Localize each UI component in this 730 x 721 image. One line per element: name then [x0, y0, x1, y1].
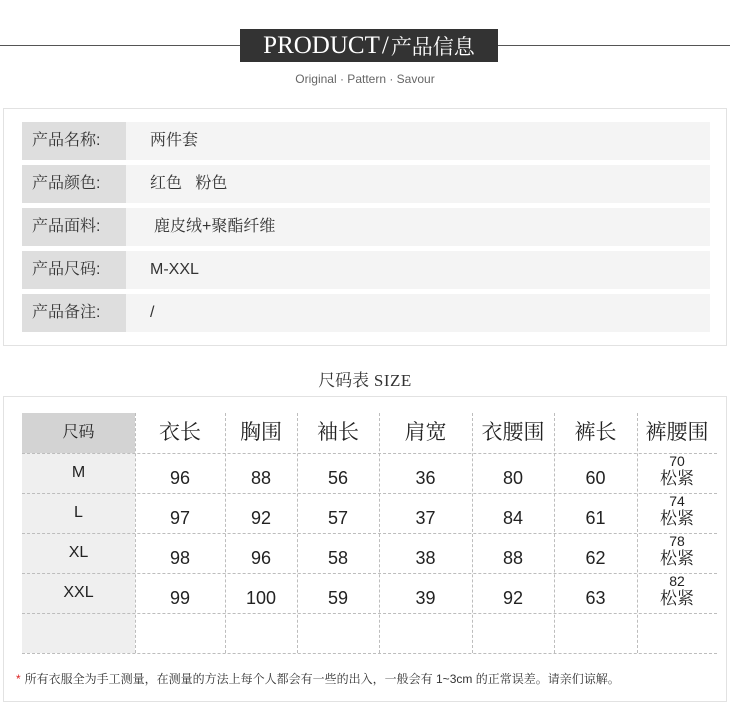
waist-note: 松紧 — [660, 549, 694, 568]
waist-value: 82 — [669, 573, 685, 589]
col-header-top-waist: 衣腰围 — [481, 421, 545, 444]
note-text: 所有衣服全为手工测量，在测量的方法上每个人都会有一些的出入，一般会有 1~3cm 的正常误差。请亲们谅解。 — [24, 672, 620, 686]
waist-note: 松紧 — [660, 469, 694, 488]
banner-title-cn: 产品信息 — [390, 35, 475, 59]
col-header-shoulder: 肩宽 — [404, 421, 447, 444]
size-title-cn: 尺码表 — [318, 371, 370, 390]
cell-l-chest: 92 — [250, 508, 272, 528]
cell-xl-pants-waist — [637, 533, 717, 573]
cell-m-pants-length: 60 — [585, 468, 606, 488]
cell-xl-length: 98 — [169, 548, 191, 568]
cell-l-top-waist: 84 — [502, 508, 524, 528]
size-chart-panel — [3, 396, 727, 702]
cell-m-top-waist: 80 — [502, 468, 524, 488]
size-header-cell: 尺码 — [22, 413, 135, 453]
info-label: 产品颜色: — [22, 165, 126, 203]
grid-line — [22, 653, 717, 654]
cell-l-pants-length: 61 — [585, 508, 606, 528]
grid-line — [22, 453, 717, 454]
info-value: M-XXL — [150, 261, 199, 278]
cell-m-chest: 88 — [250, 468, 272, 488]
banner-subtitle: Original · Pattern · Savour — [295, 72, 435, 86]
size-cell-xl: XL — [22, 533, 135, 573]
measurement-note — [16, 670, 620, 687]
size-cell-xxl: XXL — [22, 573, 135, 613]
size-chart-title — [0, 366, 730, 391]
cell-xl-shoulder: 38 — [415, 548, 436, 568]
info-label: 产品面料: — [22, 208, 126, 246]
banner-title-en: PRODUCT — [263, 31, 380, 59]
banner-slash: / — [381, 31, 389, 59]
col-header-pants-waist: 裤腰围 — [645, 421, 709, 444]
waist-note: 松紧 — [660, 509, 694, 528]
info-row-fabric — [22, 208, 710, 246]
info-row-remark — [22, 294, 710, 332]
grid-line — [22, 493, 717, 494]
cell-l-shoulder: 37 — [415, 508, 436, 528]
col-header-chest: 胸围 — [240, 421, 282, 444]
col-header-length: 衣长 — [159, 421, 201, 444]
product-info-banner — [240, 29, 498, 62]
cell-xxl-top-waist: 92 — [502, 588, 524, 608]
cell-l-length: 97 — [169, 508, 191, 528]
size-title-en: SIZE — [373, 371, 412, 390]
cell-xxl-length: 99 — [169, 588, 191, 608]
waist-value: 70 — [669, 453, 685, 469]
cell-xxl-sleeve: 59 — [327, 588, 349, 608]
cell-xxl-shoulder: 39 — [415, 588, 436, 608]
cell-xl-chest: 96 — [250, 548, 272, 568]
size-cell-l: L — [22, 493, 135, 533]
cell-xl-top-waist: 88 — [502, 548, 524, 568]
size-cell-m: M — [22, 453, 135, 493]
cell-l-sleeve: 57 — [327, 508, 349, 528]
cell-xl-pants-length: 62 — [585, 548, 606, 568]
info-label: 产品尺码: — [22, 251, 126, 289]
waist-note: 松紧 — [660, 589, 694, 608]
product-info-panel — [3, 108, 727, 346]
grid-line — [22, 613, 717, 614]
info-label: 产品备注: — [22, 294, 126, 332]
header-rule-left — [0, 45, 240, 46]
waist-value: 78 — [669, 533, 685, 549]
info-label: 产品名称: — [22, 122, 126, 160]
cell-m-pants-waist — [637, 453, 717, 493]
info-value: 鹿皮绒+聚酯纤维 — [154, 218, 276, 235]
info-value: / — [150, 304, 155, 321]
info-row-name — [22, 122, 710, 160]
header-rule-right — [498, 45, 730, 46]
cell-m-sleeve: 56 — [327, 468, 349, 488]
cell-m-length: 96 — [169, 468, 191, 488]
size-cell-empty — [22, 613, 135, 653]
col-header-pants-length: 裤长 — [574, 421, 617, 444]
cell-m-shoulder: 36 — [415, 468, 436, 488]
waist-value: 74 — [669, 493, 685, 509]
col-header-sleeve: 袖长 — [317, 421, 359, 444]
info-value: 两件套 — [150, 132, 199, 149]
info-row-color — [22, 165, 710, 203]
grid-line — [22, 533, 717, 534]
cell-l-pants-waist — [637, 493, 717, 533]
grid-line — [22, 573, 717, 574]
cell-xxl-pants-waist — [637, 573, 717, 613]
cell-xl-sleeve: 58 — [327, 548, 349, 568]
note-star: * — [16, 672, 21, 686]
cell-xxl-chest: 100 — [245, 588, 277, 608]
info-row-size — [22, 251, 710, 289]
info-value: 红色 粉色 — [150, 175, 228, 192]
cell-xxl-pants-length: 63 — [585, 588, 606, 608]
